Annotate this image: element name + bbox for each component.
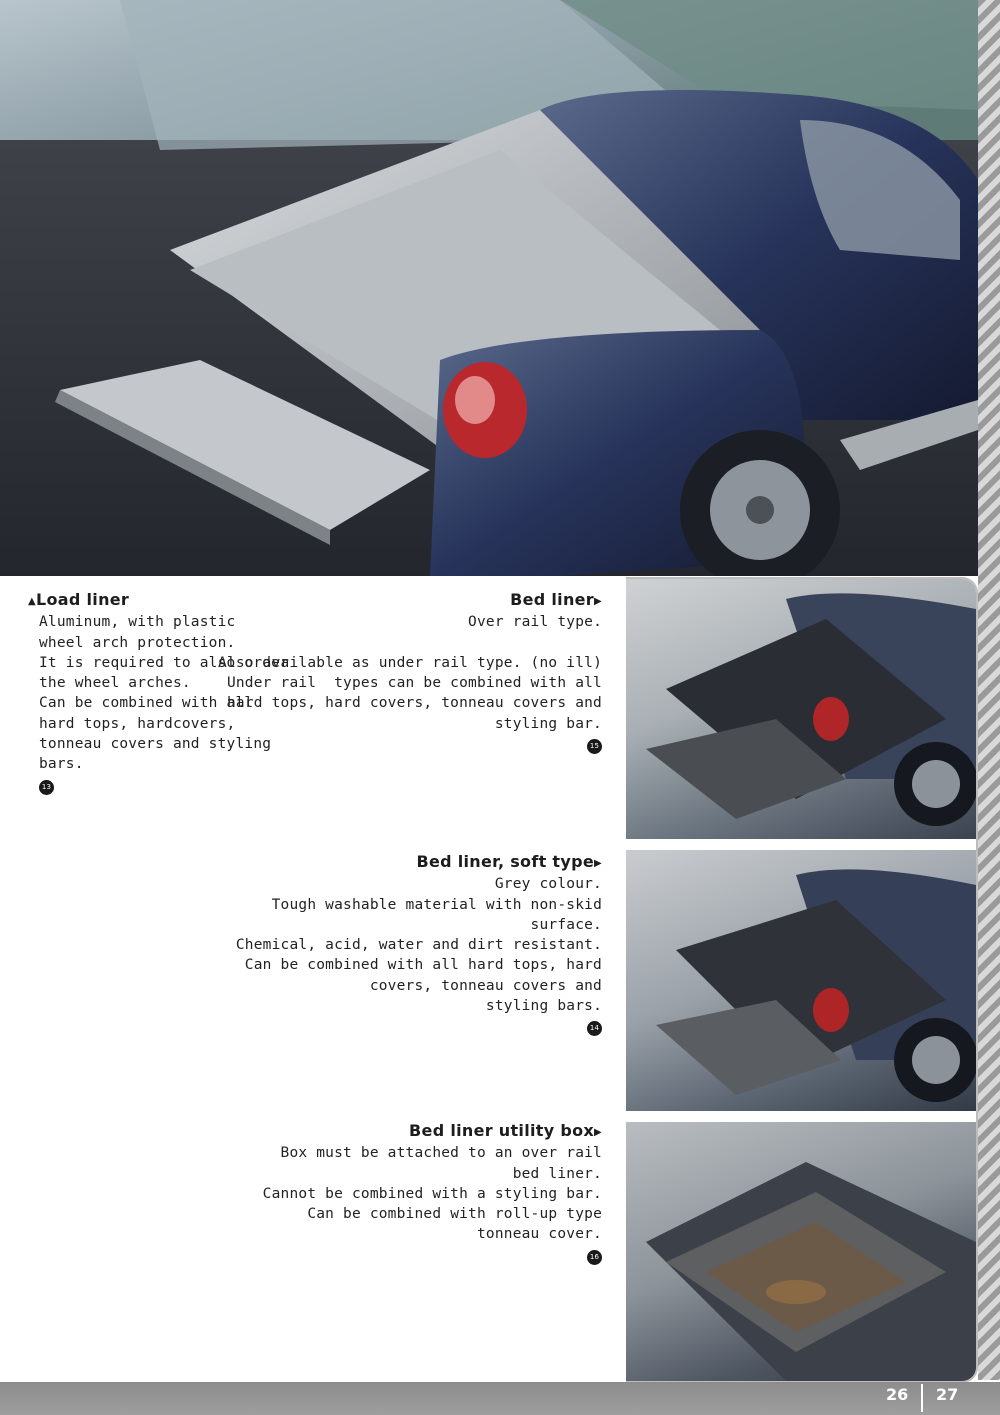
bed-liner-box-line: Can be combined with roll-up type <box>307 1206 602 1223</box>
bed-liner-soft-line: Grey colour. <box>494 876 602 893</box>
bed-liner-line: styling bar. <box>494 715 602 732</box>
bed-liner-soft-section <box>236 852 602 1037</box>
bed-liner-soft-line: Tough washable material with non-skid <box>271 896 602 913</box>
bed-liner-soft-line: surface. <box>530 916 602 933</box>
bed-liner-soft-badge: 14 <box>587 1021 602 1036</box>
bed-liner-photo <box>626 579 976 839</box>
load-liner-line: hard tops, hardcovers, <box>39 715 236 732</box>
bed-liner-title <box>218 590 602 612</box>
bed-liner-box-title <box>263 1121 602 1143</box>
bed-liner-soft-line: Chemical, acid, water and dirt resistant. <box>235 937 602 954</box>
bed-liner-utility-box-photo <box>626 1122 976 1381</box>
pickup-truck-illustration <box>0 0 978 576</box>
triangle-right-icon: ▶ <box>594 858 602 869</box>
bed-liner-line: hard tops, hard covers, tonneau covers and <box>226 695 602 712</box>
bed-liner-soft-line: styling bars. <box>485 998 602 1015</box>
bed-liner-line: Also available as under rail type. (no ill) <box>218 654 602 671</box>
load-liner-badge: 13 <box>39 780 54 795</box>
bed-liner-section <box>218 590 602 754</box>
triangle-right-icon: ▶ <box>594 596 602 607</box>
bed-liner-badge: 15 <box>587 739 602 754</box>
load-liner-line: Can be combined with all <box>39 695 254 712</box>
bed-liner-line: Under rail types can be combined with all <box>226 675 602 692</box>
page-number-right: 27 <box>936 1385 959 1404</box>
bed-liner-line: Over rail type. <box>468 614 602 631</box>
hero-photo <box>0 0 978 576</box>
page-number-left: 26 <box>886 1385 909 1404</box>
decorative-stripe-edge <box>978 0 1000 1380</box>
bed-liner-title-text: Bed liner <box>510 590 594 609</box>
bed-liner-box-title-text: Bed liner utility box <box>409 1121 594 1140</box>
bed-liner-box-line: Cannot be combined with a styling bar. <box>262 1185 602 1202</box>
bed-liner-soft-line: Can be combined with all hard tops, hard <box>244 957 602 974</box>
load-liner-line: Aluminum, with plastic <box>39 614 236 631</box>
load-liner-line: bars. <box>39 756 84 773</box>
triangle-right-icon: ▶ <box>594 1127 602 1138</box>
bed-liner-soft-title-text: Bed liner, soft type <box>416 852 594 871</box>
triangle-up-icon: ▲ <box>28 596 36 607</box>
product-photo-column <box>626 577 978 1383</box>
load-liner-line: wheel arch protection. <box>39 634 236 651</box>
footer-bar <box>0 1382 1000 1415</box>
bed-liner-soft-line: covers, tonneau covers and <box>369 977 602 994</box>
bed-liner-box-line: bed liner. <box>512 1165 602 1182</box>
bed-liner-box-line: tonneau cover. <box>476 1226 602 1243</box>
bed-liner-box-section <box>263 1121 602 1265</box>
load-liner-line: It is required to also order <box>39 654 290 671</box>
load-liner-line: the wheel arches. <box>39 675 191 692</box>
bed-liner-line <box>218 633 602 653</box>
load-liner-line: tonneau covers and styling <box>39 736 272 753</box>
bed-liner-box-badge: 16 <box>587 1250 602 1265</box>
page-number-divider <box>921 1384 923 1412</box>
bed-liner-box-line: Box must be attached to an over rail <box>280 1145 602 1162</box>
bed-liner-soft-title <box>236 852 602 874</box>
load-liner-title-text: Load liner <box>36 590 130 609</box>
bed-liner-soft-photo <box>626 850 976 1111</box>
